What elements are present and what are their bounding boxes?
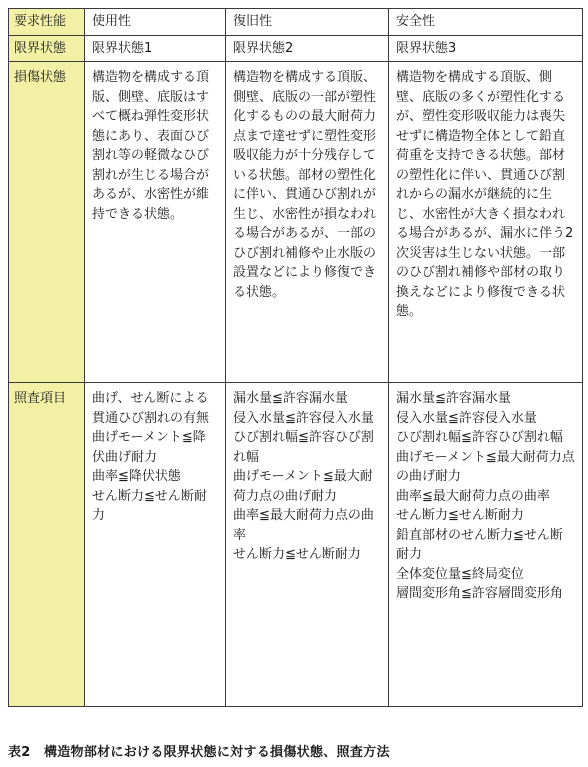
table-row-damage-state (9, 62, 583, 383)
table-row-verification-items (9, 383, 583, 707)
cell-verification-1: 曲げ、せん断による貫通ひび割れの有無 曲げモーメント≦降伏曲げ耐力 曲率≦降伏状態 せん断力≦せん断耐力 (85, 383, 226, 707)
table-caption: 表2 構造物部材における限界状態に対する損傷状態、照査方法 (8, 745, 390, 760)
cell-damage-state-1: 構造物を構成する頂版、側壁、底版はすべて概ね弾性変形状態にあり、表面ひび割れ等の軽微なひび割れが生じる場合があるが、水密性が維持できる状態。 (85, 62, 226, 383)
cell-damage-state-3: 構造物を構成する頂版、側壁、底版の多くが塑性化するが、塑性変形吸収能力は喪失せずに構造物全体として鉛直荷重を支持できる状態。部材の塑性化に伴い、貫通ひび割れからの漏水が継続的に生じ、水密性が大きく損なわれる場合があるが、漏水に伴う2次災害は生じない状態。一部のひび割れ補修や部材の取り換えなどにより修復できる状態。 (389, 62, 583, 383)
cell-restorability: 復旧性 (226, 9, 389, 36)
row-header-required-performance: 要求性能 (9, 9, 85, 36)
cell-limit-state-2: 限界状態2 (226, 36, 389, 62)
row-header-damage-state: 損傷状態 (9, 62, 85, 383)
cell-verification-2: 漏水量≦許容漏水量 侵入水量≦許容侵入水量 ひび割れ幅≦許容ひび割れ幅 曲げモーメント≦最大耐荷力点の曲げ耐力 曲率≦最大耐荷力点の曲率 せん断力≦せん断耐力 (226, 383, 389, 707)
cell-limit-state-3: 限界状態3 (389, 36, 583, 62)
cell-safety: 安全性 (389, 9, 583, 36)
row-header-limit-state: 限界状態 (9, 36, 85, 62)
cell-limit-state-1: 限界状態1 (85, 36, 226, 62)
requirements-table (8, 8, 583, 707)
row-header-verification-items: 照査項目 (9, 383, 85, 707)
cell-damage-state-2: 構造物を構成する頂版、側壁、底版の一部が塑性化するものの最大耐荷力点まで達せずに塑性変形吸収能力が十分残存している状態。部材の塑性化に伴い、貫通ひび割れが生じ、水密性が損なわれる場合があるが、一部のひび割れ補修や止水版の設置などにより修復できる状態。 (226, 62, 389, 383)
cell-serviceability: 使用性 (85, 9, 226, 36)
table-row-limit-state (9, 36, 583, 62)
cell-verification-3: 漏水量≦許容漏水量 侵入水量≦許容侵入水量 ひび割れ幅≦許容ひび割れ幅 曲げモーメント≦最大耐荷力点の曲げ耐力 曲率≦最大耐荷力点の曲率 せん断力≦せん断耐力 鉛直部材のせん断力≦せん断耐力 全体変位量≦終局変位 層間変形角≦許容層間変形角 (389, 383, 583, 707)
table-row-required-performance (9, 9, 583, 36)
